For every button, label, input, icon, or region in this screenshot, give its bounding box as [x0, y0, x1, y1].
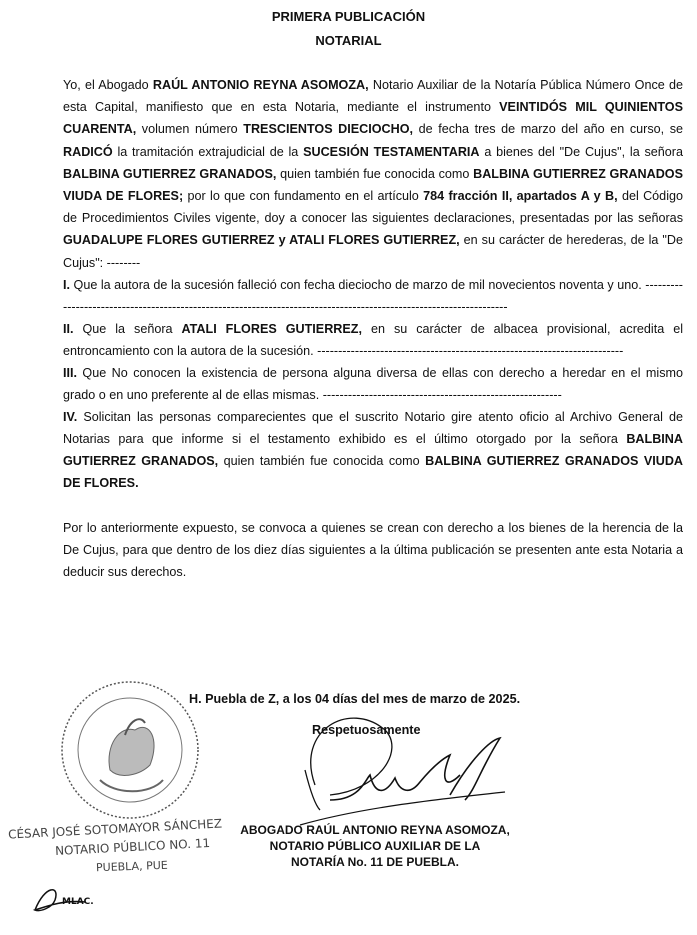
signatory-office: NOTARÍA No. 11 DE PUEBLA.: [290, 855, 460, 869]
stamp-title: NOTARIO PÚBLICO NO. 11: [54, 835, 211, 859]
closing-paragraph: Por lo anteriormente expuesto, se convoca a quienes se crean con derecho a los bienes de la herencia de la De Cujus, para que dentro de los diez días siguientes a la última publicación se presenten ante esta Notaria a deducir sus derechos.: [63, 520, 683, 580]
signatory-role: NOTARIO PÚBLICO AUXILIAR DE LA: [269, 839, 481, 853]
header-subtitle: NOTARIAL: [315, 33, 382, 48]
initials: MLAC.: [62, 897, 94, 907]
intro-paragraph: Yo, el Abogado RAÚL ANTONIO REYNA ASOMOZA, Notario Auxiliar de la Notaría Pública Número Once de esta Capital, manifiesto que en esta Notaria, mediante el instrumento VEINTIDÓS MIL QUINIENTOS CUARENTA, volumen número TRESCIENTOS DIECIOCHO, de fecha tres de marzo del año en curso, se RADICÓ la tramitación extrajudicial de la SUCESIÓN TESTAMENTARIA a bienes del "De Cujus", la señora BALBINA GUTIERREZ GRANADOS, quien también fue conocida como BALBINA GUTIERREZ GRANADOS VIUDA DE FLORES; por lo que con fundamento en el artículo 784 fracción II, apartados A y B, del Código de Procedimientos Civiles vigente, doy a conocer las siguientes declaraciones, presentadas por las señoras GUADALUPE FLORES GUTIERREZ y ATALI FLORES GUTIERREZ, en su carácter de herederas, de la "De Cujus": --------: [63, 78, 683, 270]
date-line: H. Puebla de Z, a los 04 días del mes de marzo de 2025.: [189, 692, 521, 706]
notice-body: [63, 74, 683, 583]
declaration-2: II. Que la señora ATALI FLORES GUTIERREZ, en su carácter de albacea provisional, acredita el entroncamiento con la autora de la sucesión. -------------------------------------------------------------------------: [63, 321, 683, 359]
respectfully-text: Respetuosamente: [312, 723, 421, 737]
notary-seal-drawing: [55, 675, 205, 825]
signatory-block: [225, 822, 525, 870]
declaration-3: III. Que No conocen la existencia de persona alguna diversa de ellas con derecho a heredar en el mismo grado o en uno preferente al de ellas mismas. ---------------------------------------------------------: [63, 365, 683, 403]
stamp-city: PUEBLA, PUE: [95, 858, 168, 875]
signature-drawing: [290, 700, 510, 830]
declaration-1: I. Que la autora de la sucesión falleció con fecha dieciocho de marzo de mil novecientos noventa y uno. -------------------------------------------------------------------------------------------------------------------: [63, 277, 683, 315]
header-title: PRIMERA PUBLICACIÓN: [271, 9, 426, 24]
signatory-name: ABOGADO RAÚL ANTONIO REYNA ASOMOZA,: [240, 823, 510, 837]
stamp-name: CÉSAR JOSÉ SOTOMAYOR SÁNCHEZ: [7, 816, 223, 842]
declaration-4: IV. Solicitan las personas comparecientes que el suscrito Notario gire atento oficio al Archivo General de Notarias para que informe si el testamento exhibido es el último otorgado por la señora BALBINA GUTIERREZ GRANADOS, quien también fue conocida como BALBINA GUTIERREZ GRANADOS VIUDA DE FLORES.: [63, 409, 684, 491]
